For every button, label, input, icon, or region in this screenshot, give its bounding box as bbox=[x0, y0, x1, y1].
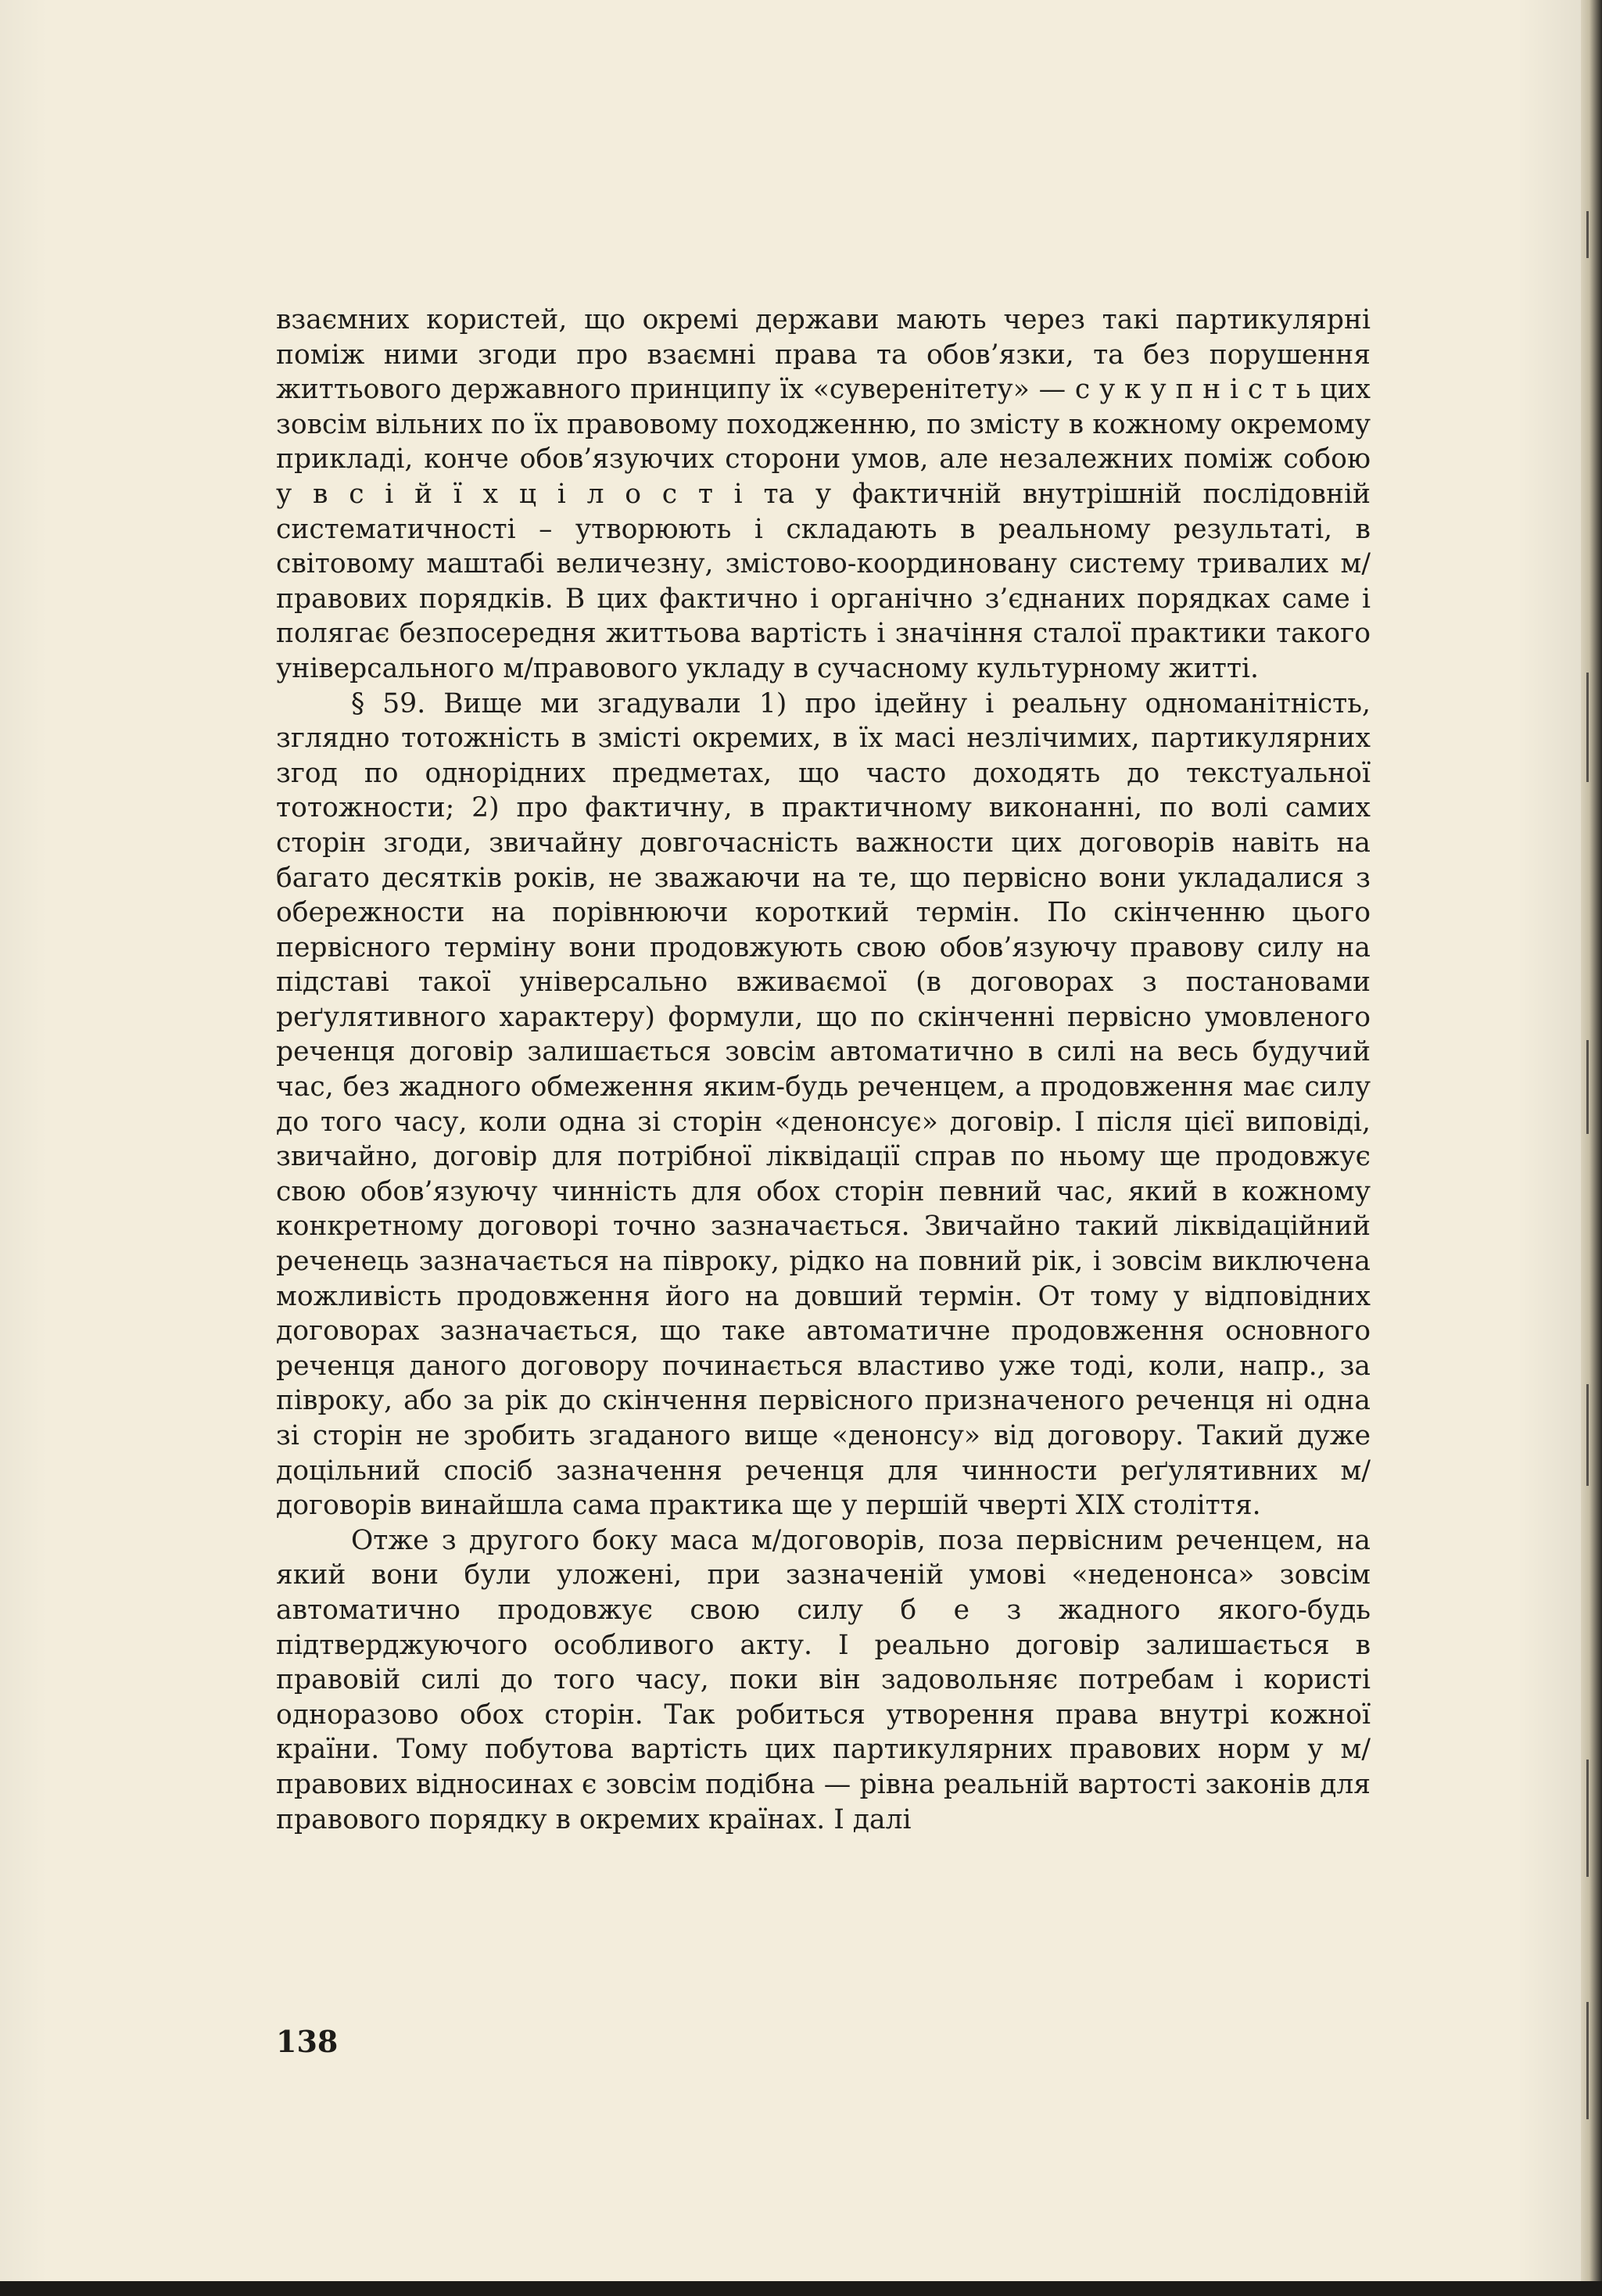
paragraph-3: Отже з другого боку маса м/договорів, поза первісним реченцем, на який вони були уложені, при зазначеній умові «неденонса» зовсім автоматично продовжує свою силу б е з жадного якого-будь підтверджуючого особливого акту. І реально договір залишається в правовій силі до того часу, поки він задовольняє потребам і користі одноразово обох сторін. Так робиться утворення права внутрі кожної країни. Тому побутова вартість цих партикулярних правових норм у м/правових відносинах є зовсім подібна — рівна реальній вартості законів для правового порядку в окремих країнах. І далі bbox=[276, 1524, 1371, 1835]
body-text bbox=[276, 303, 1371, 1837]
paragraph-1: взаємних користей, що окремі держави мають через такі партикулярні поміж ними згоди про взаємні права та обов’язки, та без порушення життьового державного принципу їх «суверенітету» — с у к у п н і с т ь цих зовсім вільних по їх правовому походженню, по змісту в кожному окремому прикладі, конче обов’язуючих сторони умов, але незалежних поміж собою у в с і й ї х ц і л о с т і та у фактичній внутрішній послідовній систематичності – утворюють і складають в реальному результаті, в світовому маштабі величезну, змістово-координовану систему тривалих м/правових порядків. В цих фактично і органічно з’єднаних порядках саме і полягає безпосередня життьова вартість і значіння сталої практики такого універсального м/правового укладу в сучасному культурному житті. bbox=[276, 304, 1371, 684]
scan-border bbox=[0, 2281, 1602, 2296]
page-edge-shadow bbox=[1581, 0, 1602, 2296]
paragraph-2: § 59. Вище ми згадували 1) про ідейну і реальну одноманітність, зглядно тотожність в змісті окремих, в їх масі незлічимих, партикулярних згод по однорідних предметах, що часто доходять до текстуальної тотожности; 2) про фактичну, в практичному виконанні, по волі самих сторін згоди, звичайну довгочасність важности цих договорів навіть на багато десятків років, не зважаючи на те, що первісно вони укладалися з обережности на порівнюючи короткий термін. По скінченню цього первісного терміну вони продовжують свою обов’язуючу правову силу на підставі такої універсально вживаємої (в договорах з постановами реґулятивного характеру) формули, що по скінченні первісно умовленого реченця договір залишається зовсім автоматично в силі на весь будучий час, без жадного обмеження яким-будь реченцем, а продовження має силу до того часу, коли одна зі сторін «денонсує» договір. І після цієї виповіді, звичайно, договір для потрібної ліквідації справ по ньому ще продовжує свою обов’язуючу чинність для обох сторін певний час, який в кожному конкретному договорі точно зазначається. Звичайно такий ліквідаційний реченець зазначається на півроку, рідко на повний рік, і зовсім виключена можливість продовження його на довший термін. От тому у відповідних договорах зазначається, що таке автоматичне продовження основного реченця даного договору починається властиво уже тоді, коли, напр., за півроку, або за рік до скінчення первісного призначеного реченця ні одна зі сторін не зробить згаданого вище «денонсу» від договору. Такий дуже доцільний спосіб зазначення реченця для чинности реґулятивних м/договорів винайшла сама практика ще у першій чверті XIX століття. bbox=[276, 687, 1371, 1522]
edge-mark bbox=[1586, 673, 1589, 782]
edge-mark bbox=[1586, 211, 1589, 258]
edge-mark bbox=[1586, 1384, 1589, 1486]
edge-mark bbox=[1586, 2002, 1589, 2119]
edge-mark bbox=[1586, 1760, 1589, 1877]
edge-mark bbox=[1586, 1040, 1589, 1134]
page-number: 138 bbox=[276, 2024, 339, 2059]
